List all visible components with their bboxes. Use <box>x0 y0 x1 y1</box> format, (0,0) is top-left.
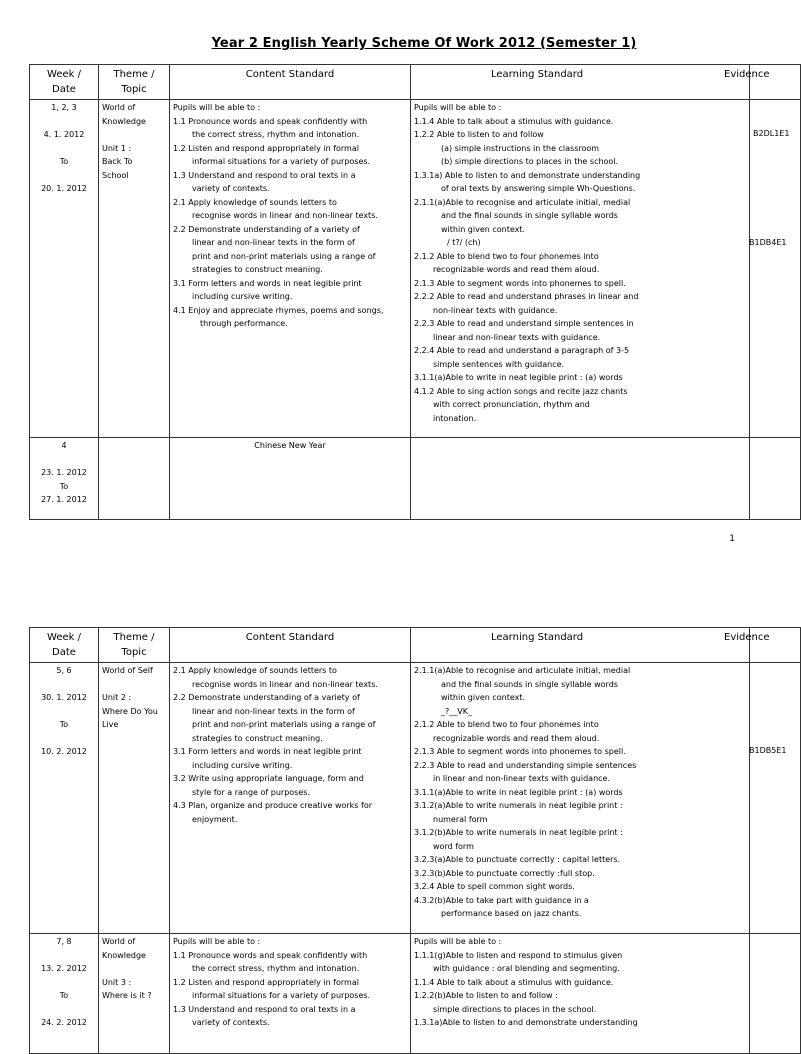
cell-line: _?__VK_ <box>441 706 472 716</box>
cell-line: non-linear texts with guidance. <box>433 305 558 315</box>
cell-line: Back To <box>102 157 133 166</box>
cell-line: 2.2.4 Able to read and understand a paragraph of 3-5 <box>414 346 630 355</box>
cell-line: strategies to construct meaning. <box>192 733 323 743</box>
evidence-code: B1DB5E1 <box>749 746 787 755</box>
table-row <box>30 663 801 934</box>
week-cell <box>30 438 99 520</box>
cell-line <box>33 949 95 963</box>
cell-line: in linear and non-linear texts with guidance. <box>433 774 610 783</box>
content-standard-cell <box>170 100 411 438</box>
cell-line: and the final sounds in single syllable words <box>441 679 618 689</box>
cell-line: enjoyment. <box>192 814 238 824</box>
cell-line: Pupils will be able to : <box>173 103 261 112</box>
cell-line: 1.3 Understand and respond to oral texts in a <box>173 170 356 180</box>
cell-line: informal situations for a variety of purposes. <box>192 157 371 166</box>
cell-line: 3.1.2(b)Able to write numerals in neat legible print : <box>414 828 623 837</box>
header-week-label: Week / <box>47 69 81 80</box>
learning-standard-cell <box>411 934 750 1054</box>
document-title: Year 2 English Yearly Scheme Of Work 2012 (Semester 1) <box>211 36 637 51</box>
cell-line: 3.2 Write using appropriate language, form and <box>173 774 364 783</box>
cell-line: 23. 1. 2012 <box>41 468 87 477</box>
cell-line: within given context. <box>441 224 526 234</box>
cell-line: Where is it ? <box>102 991 152 1000</box>
scheme-table-page-2 <box>29 627 801 1054</box>
week-cell <box>30 100 99 438</box>
cell-line: word form <box>433 841 474 851</box>
header-topic-label: Topic <box>121 647 147 658</box>
cell-line <box>33 705 95 719</box>
cell-line: School <box>102 170 129 180</box>
cell-line <box>102 962 166 976</box>
cell-line <box>33 976 95 990</box>
theme-cell <box>99 934 170 1054</box>
table-header-row <box>30 65 801 100</box>
cell-line: 20. 1. 2012 <box>41 184 87 193</box>
cell-line: 24. 2. 2012 <box>41 1018 87 1027</box>
theme-cell <box>99 663 170 934</box>
cell-line: 3.1.1(a)Able to write in neat legible print : (a) words <box>414 787 623 797</box>
header-theme-label: Theme / <box>113 69 155 80</box>
cell-line: performance based on jazz chants. <box>441 909 582 918</box>
cell-line: 2.2.3 Able to read and understanding simple sentences <box>414 760 637 770</box>
cell-line: Pupils will be able to : <box>173 937 261 946</box>
week-cell <box>30 934 99 1054</box>
cell-line: 2.1 Apply knowledge of sounds letters to <box>173 666 337 675</box>
theme-cell <box>99 438 170 520</box>
evidence-code: B2DL1E1 <box>753 129 790 138</box>
cell-line: the correct stress, rhythm and intonation. <box>192 130 360 139</box>
cell-line: numeral form <box>433 814 488 824</box>
header-evidence: Evidence <box>724 628 775 663</box>
cell-line: intonation. <box>433 413 477 423</box>
scheme-table-page-1 <box>29 64 801 520</box>
cell-line: linear and non-linear texts with guidance. <box>433 332 601 342</box>
header-week-date <box>30 628 99 663</box>
cell-line: simple directions to places in the school. <box>433 1004 597 1014</box>
cell-line: 3.2.4 Able to spell common sight words. <box>414 882 575 891</box>
cell-line: To <box>59 720 69 729</box>
cell-line <box>33 732 95 746</box>
cell-line: 2.1.1(a)Able to recognise and articulate initial, medial <box>414 197 631 207</box>
cell-line <box>102 128 166 142</box>
cell-line: 5, 6 <box>56 666 72 675</box>
table-row <box>30 934 801 1054</box>
cell-line: variety of contexts. <box>192 1018 270 1027</box>
cell-line <box>33 169 95 183</box>
evidence-code: B1DB4E1 <box>749 237 787 247</box>
learning-standard-cell <box>411 100 750 438</box>
cell-line: Where Do You <box>102 706 158 716</box>
header-week-date <box>30 65 99 100</box>
cell-line: linear and non-linear texts in the form of <box>192 238 355 247</box>
cell-line: Unit 3 : <box>102 977 132 987</box>
cell-line: 13. 2. 2012 <box>41 964 87 973</box>
evidence-cell <box>750 100 801 438</box>
cell-line: 1.2.2 Able to listen to and follow <box>414 130 544 139</box>
header-learning-standard: Learning Standard <box>411 65 750 100</box>
cell-line: World of Self <box>102 666 153 675</box>
theme-cell <box>99 100 170 438</box>
cell-line: informal situations for a variety of purposes. <box>192 991 371 1000</box>
cell-line: strategies to construct meaning. <box>192 265 323 274</box>
cell-line: 3.1.2(a)Able to write numerals in neat legible print : <box>414 801 623 810</box>
header-theme-topic <box>99 65 170 100</box>
cell-line: 1.1.4 Able to talk about a stimulus with guidance. <box>414 116 614 126</box>
cell-line: 1.3.1a) Able to listen to and demonstrate understanding <box>414 170 641 180</box>
cell-line: Pupils will be able to : <box>414 937 502 946</box>
header-date-label: Date <box>52 84 76 95</box>
cell-line <box>102 678 166 692</box>
cell-line: linear and non-linear texts in the form of <box>192 706 355 716</box>
cell-line: 4.1 Enjoy and appreciate rhymes, poems and songs, <box>173 305 384 315</box>
cell-line <box>33 453 95 467</box>
learning-standard-cell <box>411 663 750 934</box>
header-week-label: Week / <box>47 632 81 643</box>
cell-line: 1.3 Understand and respond to oral texts in a <box>173 1004 356 1014</box>
cell-line: recognise words in linear and non-linear texts. <box>192 679 378 689</box>
evidence-cell <box>750 934 801 1054</box>
cell-line: / t?/ (ch) <box>447 238 481 247</box>
cell-line: 4.3 Plan, organize and produce creative works for <box>173 801 373 810</box>
cell-line <box>33 142 95 156</box>
cell-line: Live <box>102 720 119 729</box>
cell-line: World of <box>102 103 136 112</box>
cell-line: 7, 8 <box>56 937 72 946</box>
header-theme-topic <box>99 628 170 663</box>
table-row <box>30 438 801 520</box>
cell-line: 3.2.3(a)Able to punctuate correctly : capital letters. <box>414 855 621 864</box>
table-header-row <box>30 628 801 663</box>
cell-line: with correct pronunciation, rhythm and <box>433 400 590 409</box>
cell-line: 1.2 Listen and respond appropriately in formal <box>173 143 359 153</box>
cell-line: including cursive writing. <box>192 760 293 770</box>
cell-line: 2.2.3 Able to read and understand simple sentences in <box>414 319 634 328</box>
cell-line: 10. 2. 2012 <box>41 747 87 756</box>
cell-line <box>33 1003 95 1017</box>
cell-line: World of <box>102 937 136 946</box>
cell-line: To <box>59 157 69 166</box>
cell-line <box>33 115 95 129</box>
cell-line: 2.1.1(a)Able to recognise and articulate initial, medial <box>414 666 631 675</box>
cell-line: To <box>59 481 69 491</box>
cell-line: through performance. <box>200 319 288 328</box>
cell-line: 3.1 Form letters and words in neat legible print <box>173 278 362 288</box>
cell-line: 4.3.2(b)Able to take part with guidance in a <box>414 895 589 905</box>
week-cell <box>30 663 99 934</box>
evidence-cell <box>750 438 801 520</box>
cell-line: 2.2 Demonstrate understanding of a variety of <box>173 224 360 234</box>
cell-line: 3.2.3(b)Able to punctuate correctly :full stop. <box>414 868 595 878</box>
cell-line: Unit 2 : <box>102 693 132 702</box>
cell-line: 4 <box>61 441 67 450</box>
cell-line: To <box>59 991 69 1000</box>
cell-line: 30. 1. 2012 <box>41 693 87 702</box>
cell-line: simple sentences with guidance. <box>433 359 565 369</box>
cell-line: recognise words in linear and non-linear texts. <box>192 211 378 220</box>
cell-line: 2.1.3 Able to segment words into phonemes to spell. <box>414 278 626 288</box>
cell-line: (a) simple instructions in the classroom <box>441 143 600 153</box>
cell-line: Pupils will be able to : <box>414 103 502 112</box>
page-number: 1 <box>729 534 735 544</box>
cell-line: 1.1.1(g)Able to listen and respond to stimulus given <box>414 950 623 960</box>
header-topic-label: Topic <box>121 84 147 95</box>
cell-line: variety of contexts. <box>192 184 270 193</box>
cell-line: 2.1 Apply knowledge of sounds letters to <box>173 197 337 207</box>
holiday-note: Chinese New Year <box>170 438 411 520</box>
cell-line: print and non-print materials using a range of <box>192 251 376 261</box>
cell-line: 3.1 Form letters and words in neat legible print <box>173 747 362 756</box>
cell-line: 1, 2, 3 <box>51 103 77 112</box>
cell-line: 1.1.4 Able to talk about a stimulus with guidance. <box>414 977 614 987</box>
content-standard-cell <box>170 663 411 934</box>
cell-line: 4.1.2 Able to sing action songs and recite jazz chants <box>414 386 628 396</box>
cell-line: of oral texts by answering simple Wh-Questions. <box>441 184 636 193</box>
cell-line: 2.1.3 Able to segment words into phonemes to spell. <box>414 747 626 756</box>
cell-line: 4. 1. 2012 <box>43 130 85 139</box>
header-learning-standard: Learning Standard <box>411 628 750 663</box>
cell-line: including cursive writing. <box>192 292 293 301</box>
cell-line: print and non-print materials using a range of <box>192 720 376 729</box>
cell-line: 1.2.2(b)Able to listen to and follow : <box>414 991 558 1000</box>
cell-line: 1.2 Listen and respond appropriately in formal <box>173 977 359 987</box>
cell-line: style for a range of purposes. <box>192 787 310 797</box>
cell-line: with guidance : oral blending and segmenting. <box>433 964 620 973</box>
cell-line: 1.3.1a)Able to listen to and demonstrate understanding <box>414 1018 638 1027</box>
cell-line <box>33 678 95 692</box>
evidence-cell <box>750 663 801 934</box>
cell-line: the correct stress, rhythm and intonation. <box>192 964 360 973</box>
cell-line: Knowledge <box>102 116 146 126</box>
cell-line: recognizable words and read them aloud. <box>433 265 600 274</box>
cell-line: 2.1.2 Able to blend two to four phonemes into <box>414 251 599 261</box>
cell-line: (b) simple directions to places in the school. <box>441 157 619 166</box>
cell-line: 1.1 Pronounce words and speak confidently with <box>173 116 368 126</box>
cell-line: 2.2.2 Able to read and understand phrases in linear and <box>414 292 639 301</box>
cell-line: 27. 1. 2012 <box>41 495 87 504</box>
header-theme-label: Theme / <box>113 632 155 643</box>
cell-line: Unit 1 : <box>102 143 132 153</box>
cell-line: Knowledge <box>102 950 146 960</box>
cell-line: recognizable words and read them aloud. <box>433 733 600 743</box>
cell-line: and the final sounds in single syllable words <box>441 211 618 220</box>
table-row <box>30 100 801 438</box>
learning-standard-cell <box>411 438 750 520</box>
cell-line: 2.1.2 Able to blend two to four phonemes into <box>414 720 599 729</box>
cell-line: 1.1 Pronounce words and speak confidently with <box>173 950 368 960</box>
header-content-standard: Content Standard <box>170 628 411 663</box>
content-standard-cell <box>170 934 411 1054</box>
cell-line: within given context. <box>441 693 526 702</box>
cell-line: 2.2 Demonstrate understanding of a variety of <box>173 693 360 702</box>
header-date-label: Date <box>52 647 76 658</box>
cell-line: 3.1.1(a)Able to write in neat legible print : (a) words <box>414 373 623 382</box>
header-content-standard: Content Standard <box>170 65 411 100</box>
header-evidence: Evidence <box>724 65 775 100</box>
